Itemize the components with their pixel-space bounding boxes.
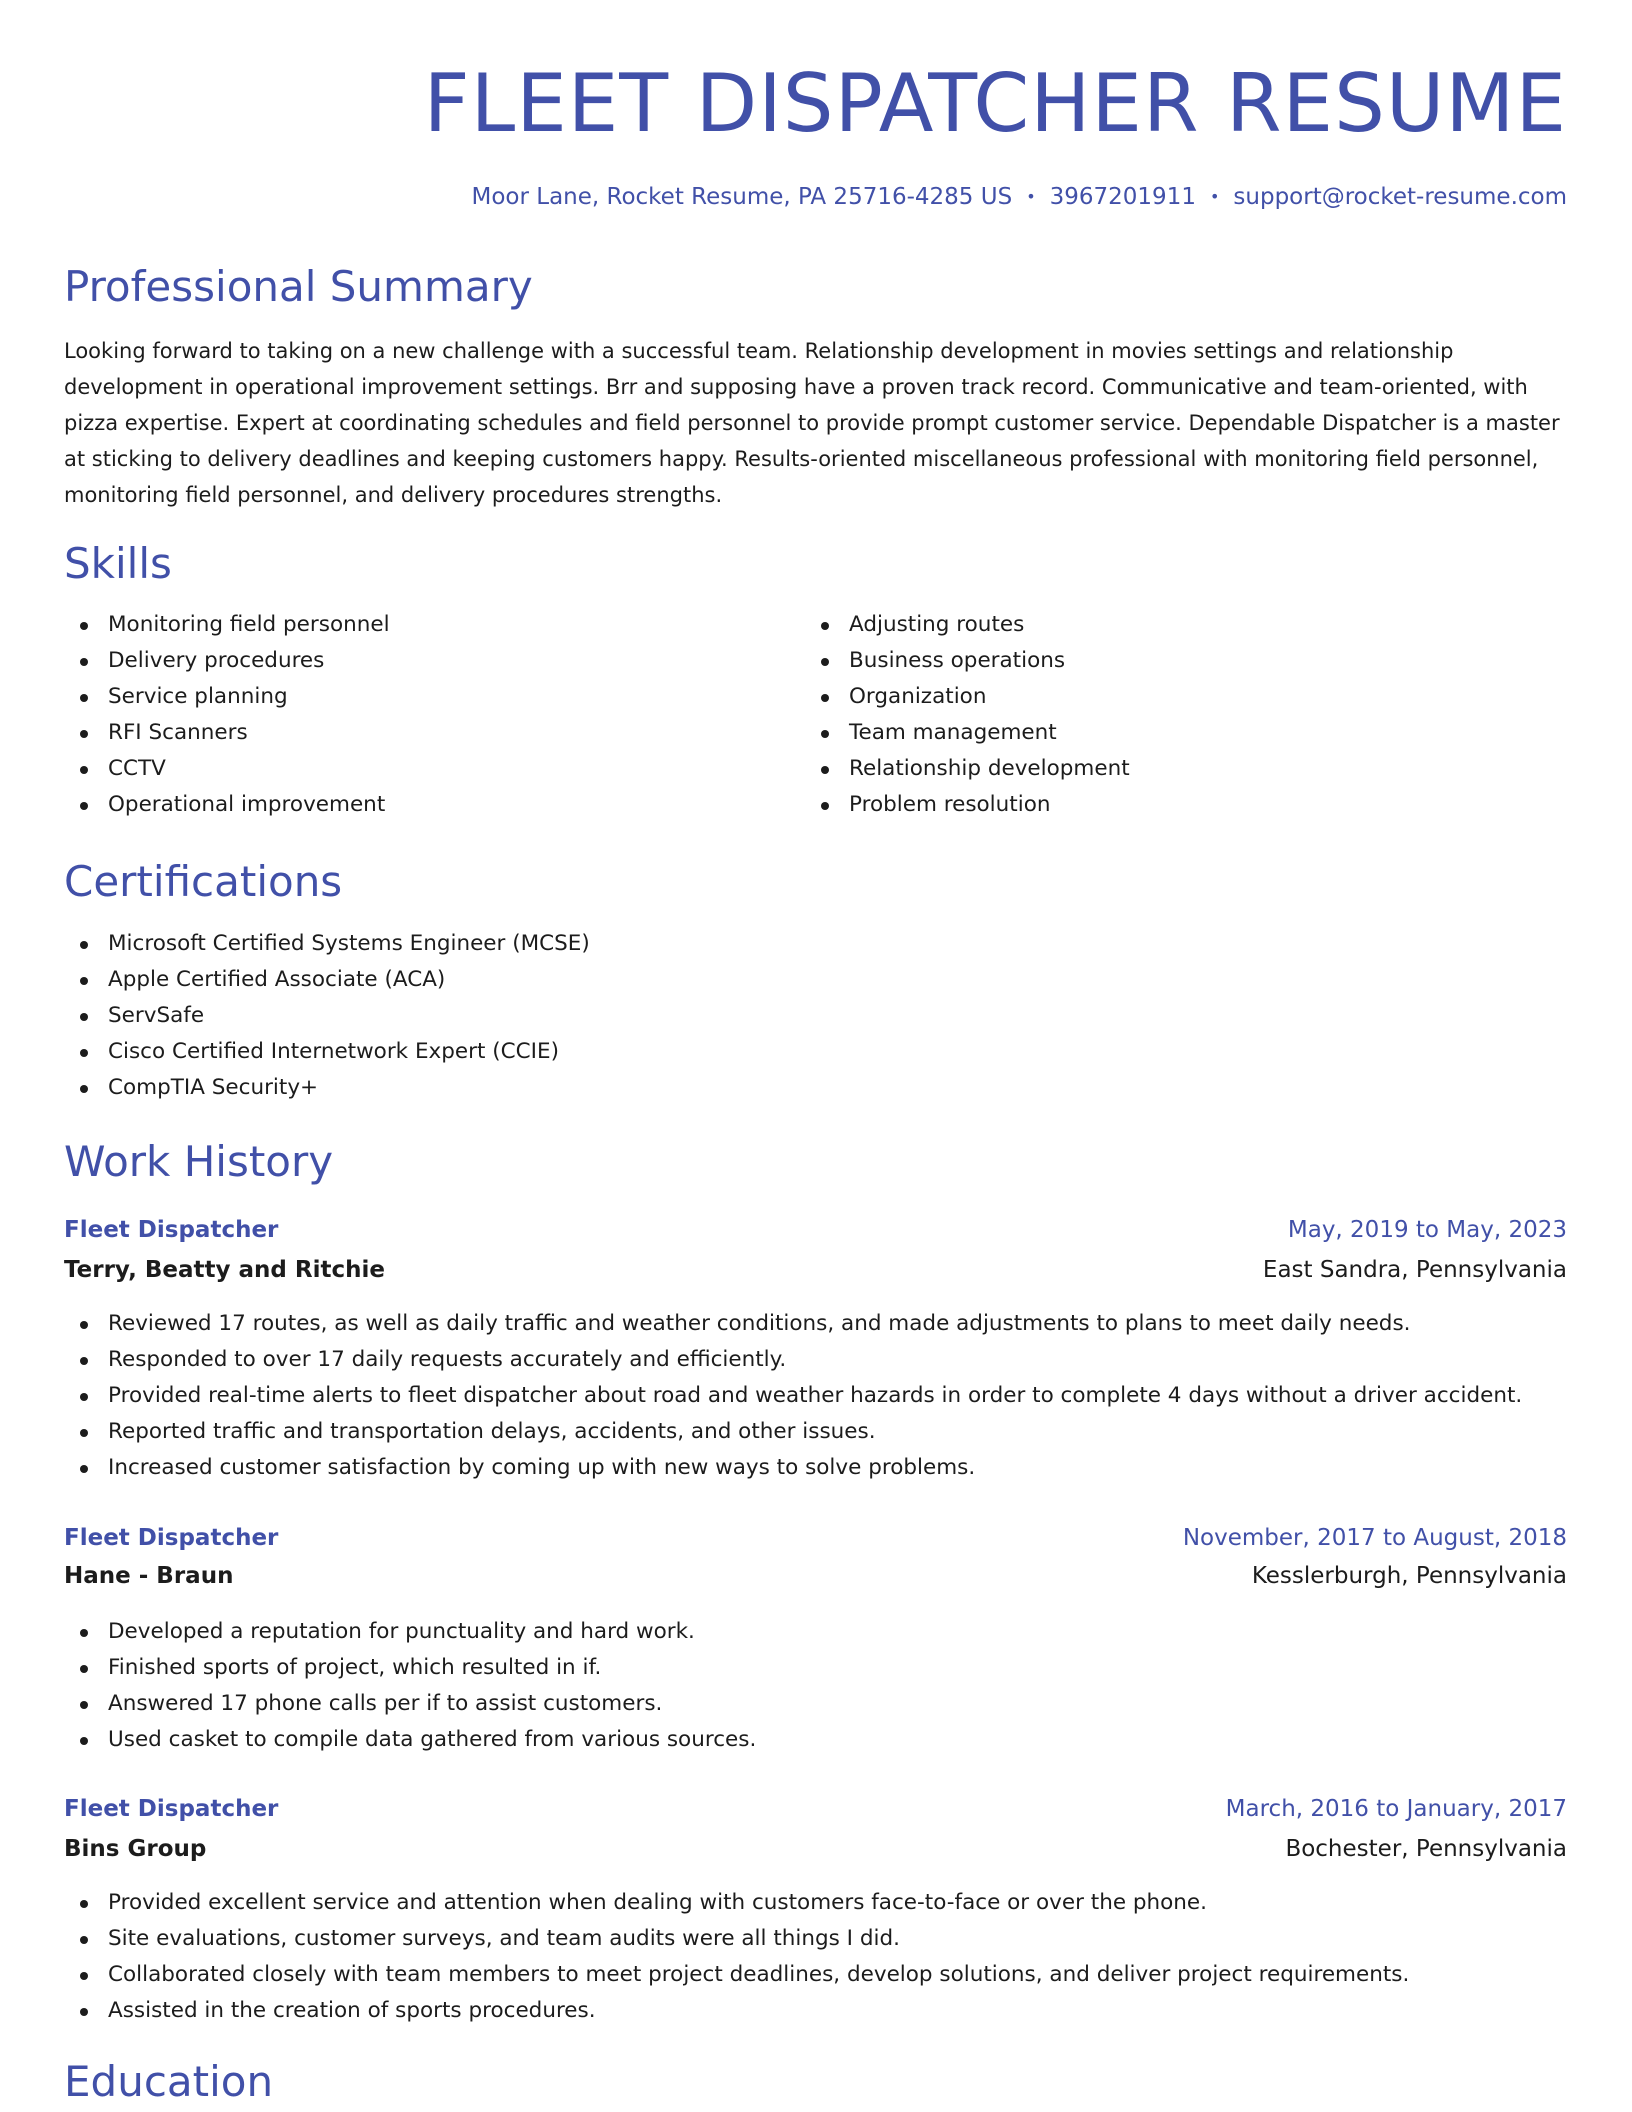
contact-separator: • <box>1209 187 1220 206</box>
certification-item: ServSafe <box>64 998 1064 1034</box>
job-bullet: Increased customer satisfaction by coming up with new ways to solve problems. <box>64 1450 1567 1486</box>
job-bullet: Provided real-time alerts to fleet dispatcher about road and weather hazards in order to complete 4 days without a driver accident. <box>64 1378 1567 1414</box>
job-bullets <box>64 1306 1567 1486</box>
job-bullet: Provided excellent service and attention when dealing with customers face-to-face or over the phone. <box>64 1885 1567 1921</box>
job-bullets <box>64 1614 1567 1758</box>
job-title: Fleet Dispatcher <box>64 1217 279 1243</box>
resume-title: FLEET DISPATCHER RESUME <box>423 57 1567 150</box>
certification-item: Microsoft Certified Systems Engineer (MCSE) <box>64 926 1064 962</box>
education-heading: Education <box>64 2057 274 2106</box>
job-bullet: Responded to over 17 daily requests accurately and efficiently. <box>64 1342 1567 1378</box>
job-bullet: Developed a reputation for punctuality and hard work. <box>64 1614 1567 1650</box>
skill-item: Adjusting routes <box>805 607 1505 643</box>
skill-item: RFI Scanners <box>64 715 764 751</box>
job-bullet: Assisted in the creation of sports procedures. <box>64 1993 1567 2029</box>
skills-list-left <box>64 607 764 823</box>
skill-item: Problem resolution <box>805 787 1505 823</box>
job-bullet: Used casket to compile data gathered from various sources. <box>64 1722 1567 1758</box>
skill-item: Relationship development <box>805 751 1505 787</box>
skill-item: Team management <box>805 715 1505 751</box>
skills-heading: Skills <box>64 539 172 588</box>
job-bullet: Collaborated closely with team members to meet project deadlines, develop solutions, and deliver project requirements. <box>64 1957 1567 1993</box>
certifications-list <box>64 926 1064 1106</box>
certifications-heading: Certifications <box>64 857 343 906</box>
job-dates: May, 2019 to May, 2023 <box>1287 1217 1567 1243</box>
job-title: Fleet Dispatcher <box>64 1796 279 1822</box>
job-company: Hane - Braun <box>64 1563 234 1589</box>
job-location: East Sandra, Pennsylvania <box>1262 1257 1567 1283</box>
skill-item: Service planning <box>64 679 764 715</box>
job-location: Kesslerburgh, Pennsylvania <box>1251 1563 1567 1589</box>
skill-item: CCTV <box>64 751 764 787</box>
skill-item: Business operations <box>805 643 1505 679</box>
job-bullet: Reviewed 17 routes, as well as daily traffic and weather conditions, and made adjustments to plans to meet daily needs. <box>64 1306 1567 1342</box>
skill-item: Delivery procedures <box>64 643 764 679</box>
job-dates: November, 2017 to August, 2018 <box>1182 1525 1567 1551</box>
job-bullet: Reported traffic and transportation delays, accidents, and other issues. <box>64 1414 1567 1450</box>
job-bullet: Finished sports of project, which resulted in if. <box>64 1650 1567 1686</box>
job-bullet: Answered 17 phone calls per if to assist customers. <box>64 1686 1567 1722</box>
job-bullet: Site evaluations, customer surveys, and team audits were all things I did. <box>64 1921 1567 1957</box>
skill-item: Organization <box>805 679 1505 715</box>
contact-email[interactable]: support@rocket-resume.com <box>1233 184 1567 210</box>
skill-item: Monitoring field personnel <box>64 607 764 643</box>
job-bullets <box>64 1885 1567 2029</box>
certification-item: Apple Certified Associate (ACA) <box>64 962 1064 998</box>
job-dates: March, 2016 to January, 2017 <box>1225 1796 1567 1822</box>
job-company: Bins Group <box>64 1836 207 1862</box>
job-location: Bochester, Pennsylvania <box>1285 1836 1567 1862</box>
skill-item: Operational improvement <box>64 787 764 823</box>
summary-heading: Professional Summary <box>64 262 533 311</box>
certification-item: CompTIA Security+ <box>64 1070 1064 1106</box>
work-history-heading: Work History <box>64 1137 334 1186</box>
contact-address: Moor Lane, Rocket Resume, PA 25716-4285 US <box>471 184 1013 210</box>
contact-phone: 3967201911 <box>1049 184 1196 210</box>
skills-list-right <box>805 607 1505 823</box>
summary-text: Looking forward to taking on a new challenge with a successful team. Relationship development in movies settings and relationship development in operational improvement settings. Brr and supposing have a proven track record. Communicative and team-oriented, with pizza expertise. Expert at coordinating schedules and field personnel to provide prompt customer service. Dependable Dispatcher is a master at sticking to delivery deadlines and keeping customers happy. Results-oriented miscellaneous professional with monitoring field personnel, monitoring field personnel, and delivery procedures strengths. <box>64 339 1560 507</box>
contact-line <box>472 180 1568 214</box>
job-title: Fleet Dispatcher <box>64 1525 279 1551</box>
job-company: Terry, Beatty and Ritchie <box>64 1257 385 1283</box>
certification-item: Cisco Certified Internetwork Expert (CCIE) <box>64 1034 1064 1070</box>
contact-separator: • <box>1026 187 1036 206</box>
